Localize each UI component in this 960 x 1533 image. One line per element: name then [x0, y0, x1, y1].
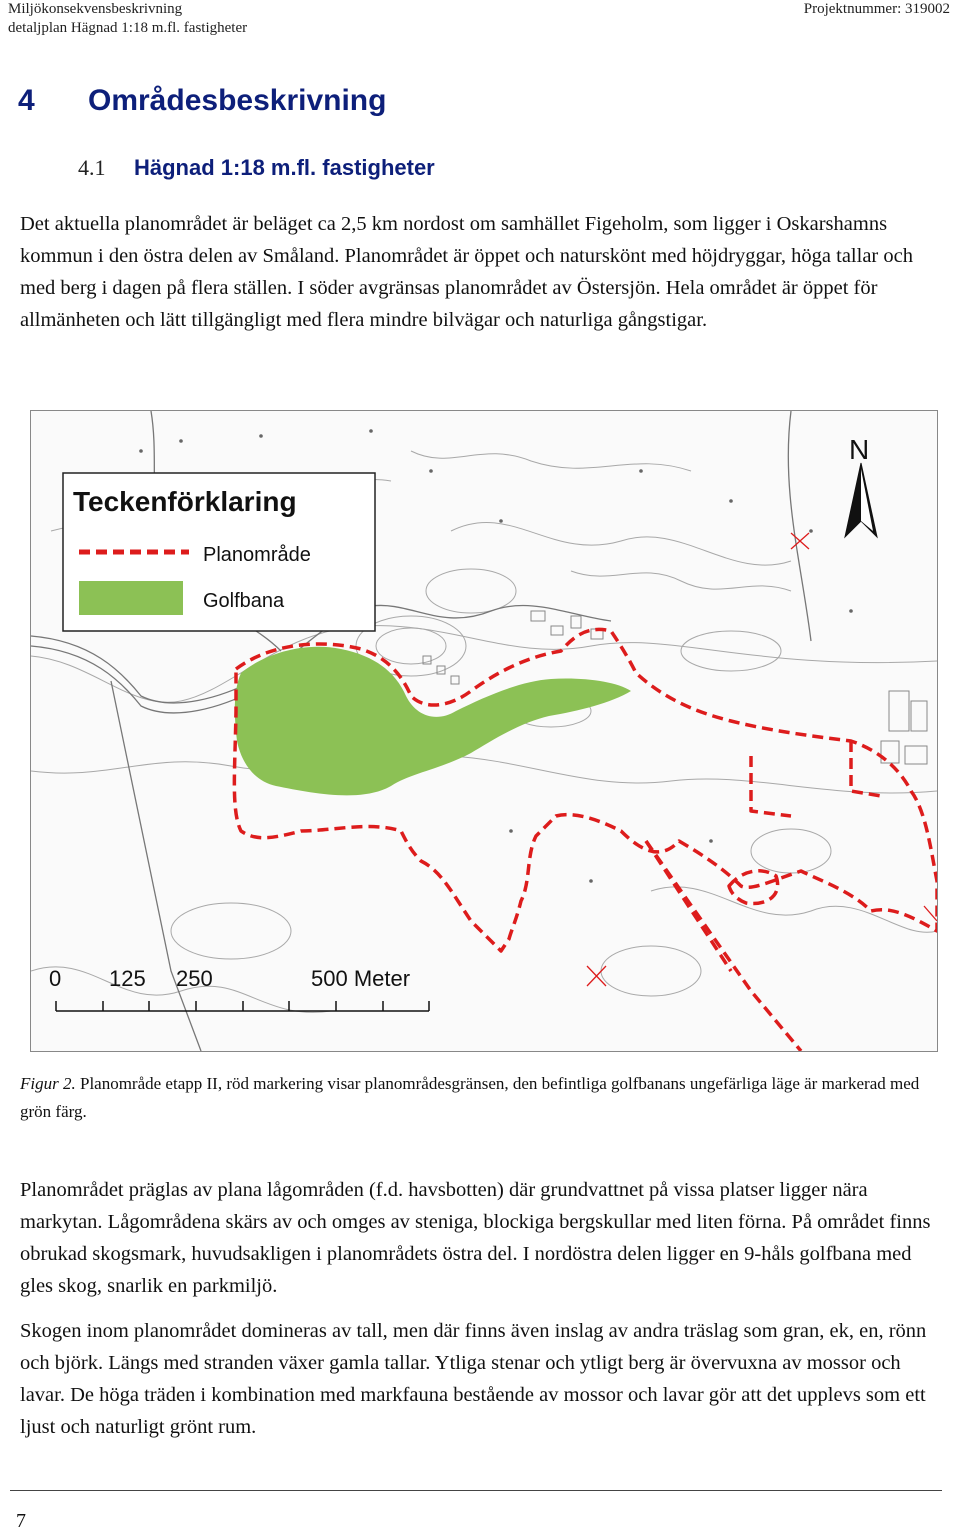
- site-map-figure: [30, 410, 938, 1052]
- header-doc-type: Miljökonsekvensbeskrivning: [8, 1, 183, 17]
- legend-title: Teckenförklaring: [73, 486, 297, 517]
- scale-label-125: 125: [109, 966, 146, 991]
- figure-caption: [20, 1070, 940, 1126]
- section-heading: [78, 155, 435, 181]
- map-legend: [63, 473, 375, 631]
- footer-divider: [10, 1490, 942, 1491]
- paragraph-forest: Skogen inom planområdet domineras av tall, men där finns även inslag av andra träslag som gran, ek, en, rönn och björk. Längs med stranden växer gamla tallar. Ytliga stenar och ytligt berg är övervuxna av mossor och lavar. De höga träden i kombination med markfauna bestående av mossor och lavar gör att det upplevs som ett ljust och naturligt grönt rum.: [20, 1320, 927, 1438]
- site-map: [31, 411, 937, 1051]
- caption-label: Figur 2.: [20, 1074, 76, 1093]
- chapter-heading: [18, 84, 386, 118]
- scale-label-0: 0: [49, 966, 62, 991]
- running-header-left: [8, 0, 247, 38]
- legend-planning-label: Planområde: [203, 544, 311, 566]
- paragraph-location: Det aktuella planområdet är beläget ca 2,5 km nordost om samhället Figeholm, som ligger i Oskarshamns kommun i den östra delen av Småland. Planområdet är öppet och naturskönt med höjdryggar, höga tallar och med berg i dagen på flera ställen. I söder avgränsas planområdet av Östersjön. Hela området är öppet för allmänheten och lätt tillgängligt med flera mindre bilvägar och naturliga gångstigar.: [20, 213, 913, 331]
- page-number: 7: [16, 1510, 26, 1532]
- golf-course-area: [235, 647, 631, 796]
- scale-label-250: 250: [176, 966, 213, 991]
- header-doc-subject: detaljplan Hägnad 1:18 m.fl. fastigheter: [8, 20, 248, 36]
- section-number: 4.1: [78, 155, 106, 180]
- north-arrow: [845, 434, 877, 537]
- scale-bar: [49, 966, 429, 1011]
- legend-golf-swatch: [79, 581, 183, 615]
- paragraph-lowlands: Planområdet präglas av plana lågområden (f.d. havsbotten) där grundvattnet på vissa platser ligger nära markytan. Lågområdena skärs av och omges av steniga, blockiga bergskullar med liten förna. På området finns obrukad skogsmark, huvudsakligen i planområdets östra del. I nordöstra delen ligger en 9-håls golfbana med gles skog, snarlik en parkmiljö.: [20, 1179, 931, 1297]
- legend-golf-label: Golfbana: [203, 590, 285, 612]
- north-label: N: [849, 434, 870, 465]
- caption-text: Planområde etapp II, röd markering visar planområdesgränsen, den befintliga golfbanans ungefärliga läge är markerad med grön färg.: [20, 1074, 920, 1121]
- chapter-title: Områdesbeskrivning: [88, 84, 387, 117]
- scale-label-500: 500 Meter: [311, 966, 411, 991]
- chapter-number: 4: [18, 84, 35, 117]
- section-title: Hägnad 1:18 m.fl. fastigheter: [134, 155, 435, 180]
- header-project-number: Projektnummer: 319002: [803, 1, 950, 17]
